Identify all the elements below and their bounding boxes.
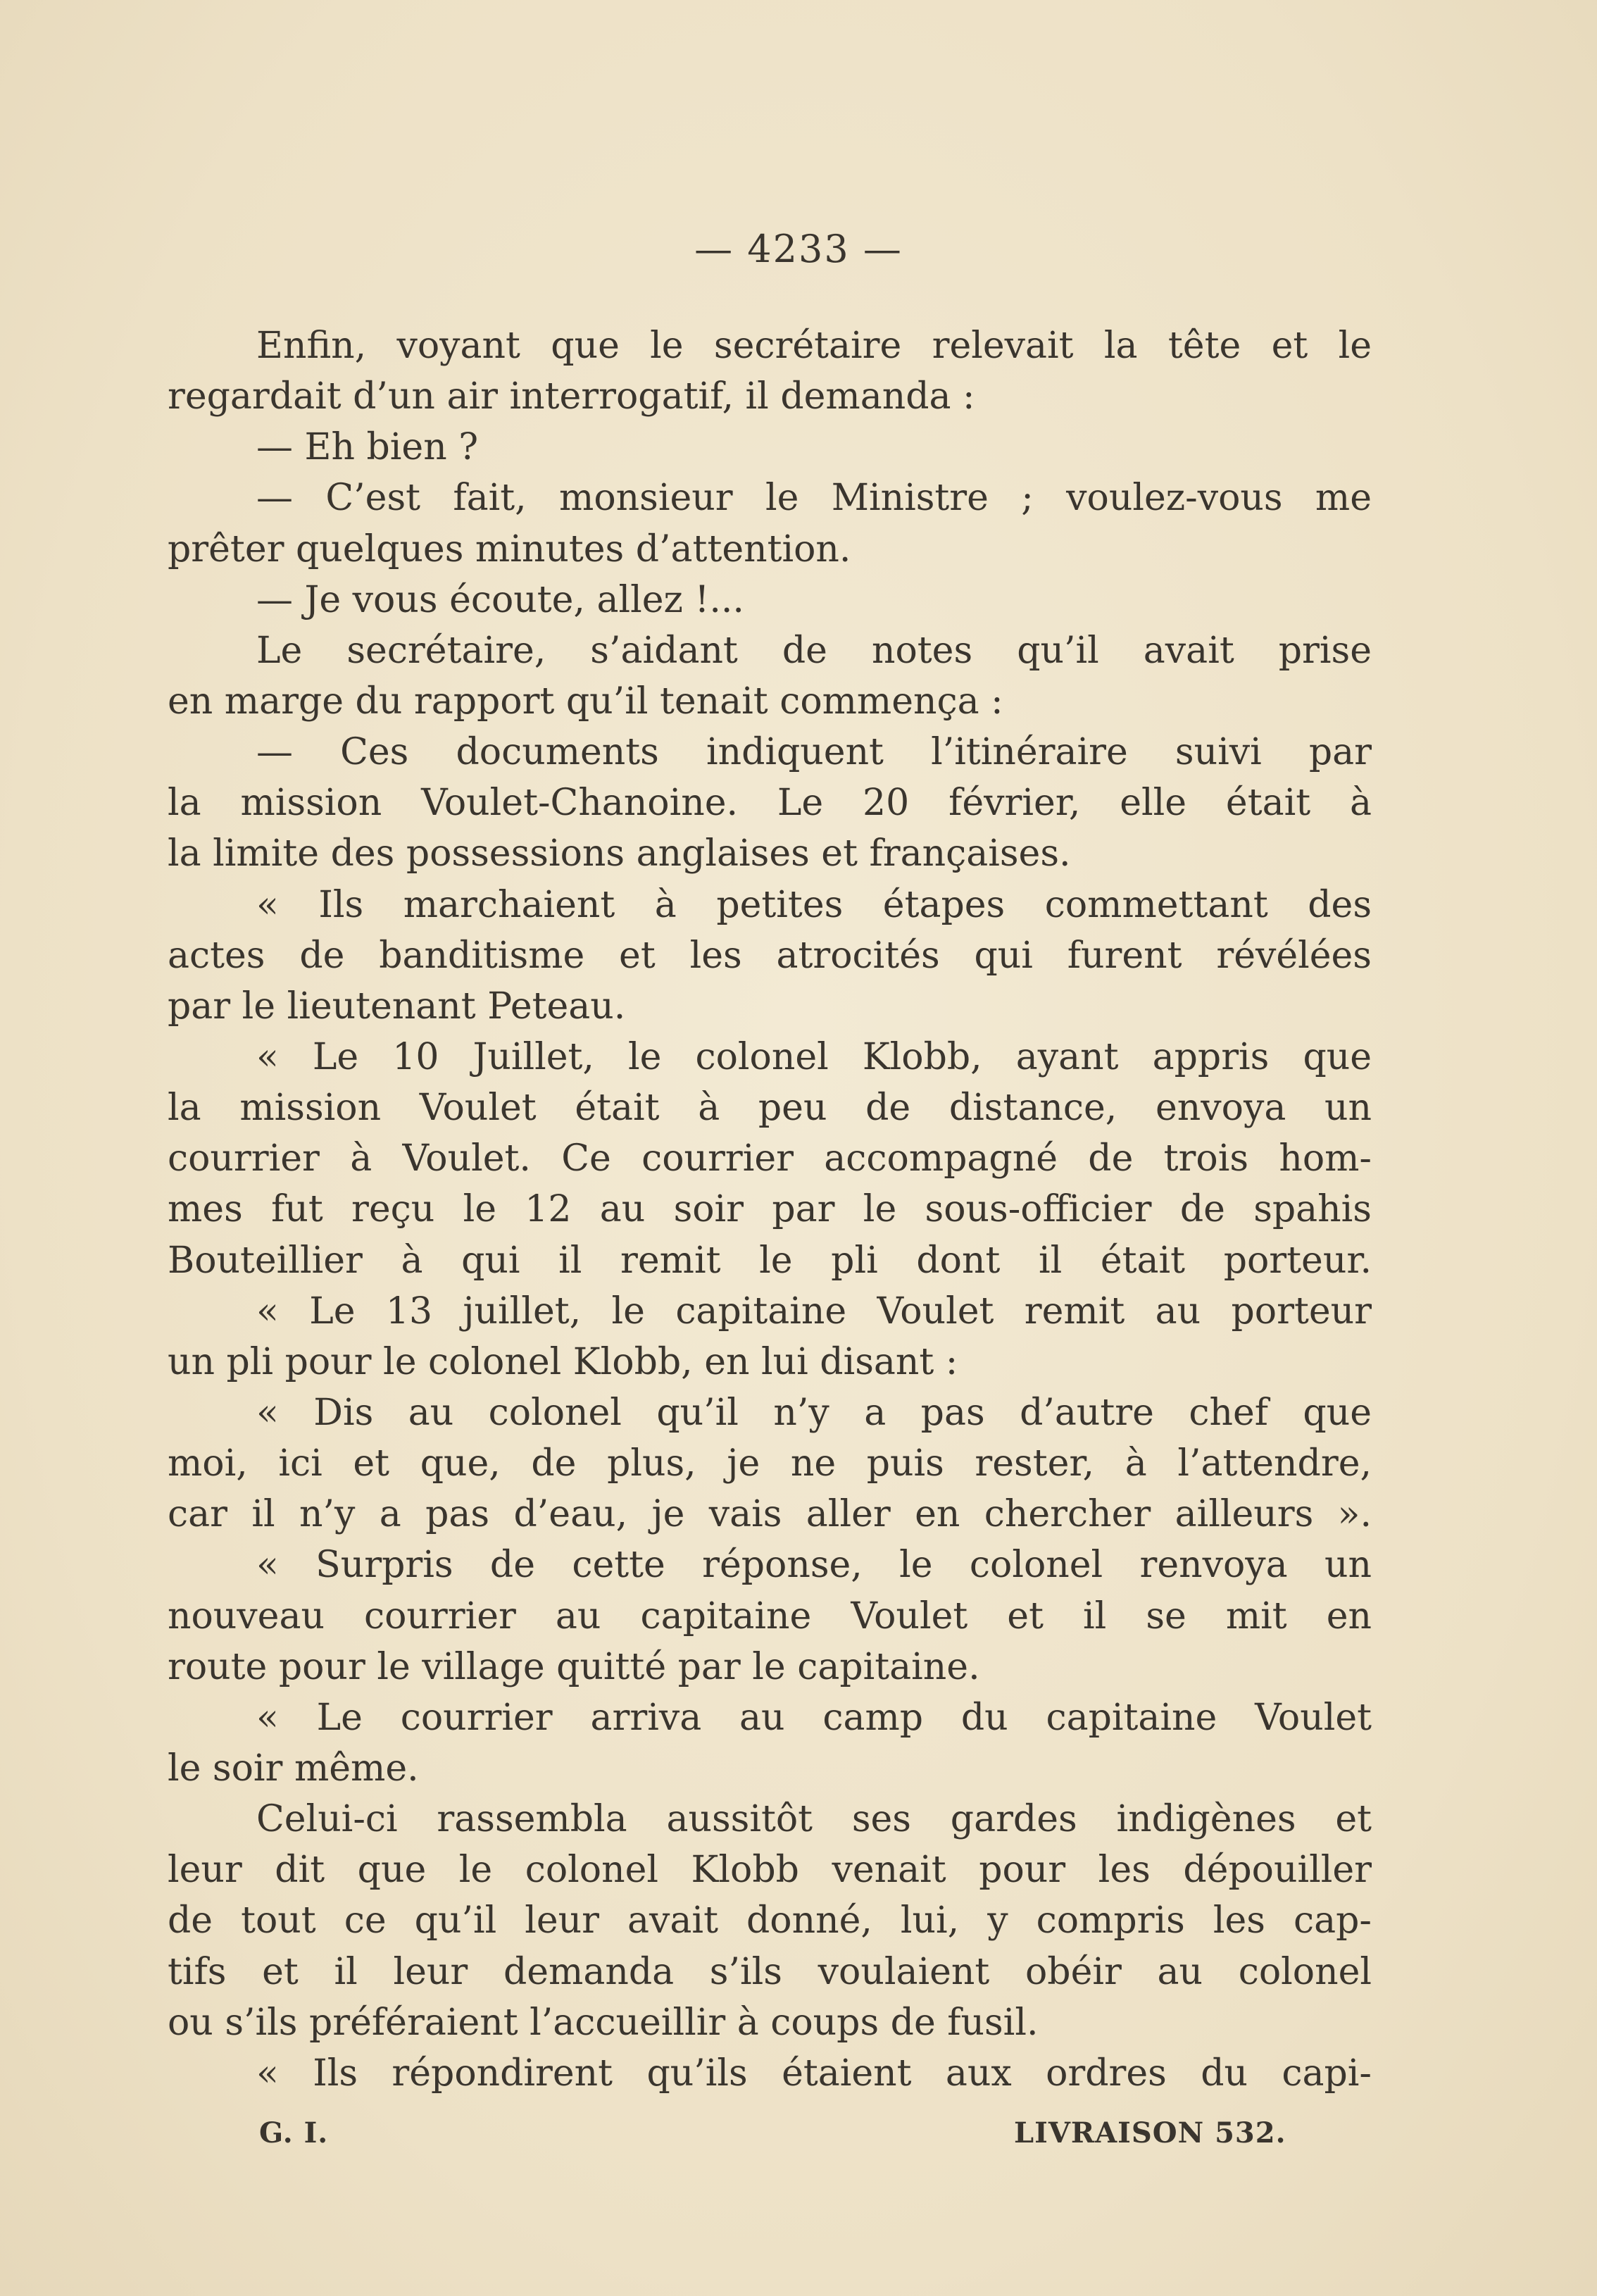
text-line: « Ils marchaient à petites étapes commettant des (256, 883, 1372, 926)
text-line: « Dis au colonel qu’il n’y a pas d’autre chef que (256, 1391, 1372, 1434)
page-number: — 4233 — (694, 227, 903, 271)
text-line: moi, ici et que, de plus, je ne puis rester, à l’attendre, (168, 1442, 1372, 1485)
text-line: Enfin, voyant que le secrétaire relevait la tête et le (256, 325, 1372, 367)
text-line: la mission Voulet était à peu de distance, envoya un (168, 1087, 1372, 1130)
text-line: — Eh bien ? (256, 426, 479, 469)
text-line: Bouteillier à qui il remit le pli dont il était porteur. (168, 1239, 1372, 1282)
text-line: actes de banditisme et les atrocités qui furent révélées (168, 934, 1372, 977)
text-line: le soir même. (168, 1747, 419, 1790)
text-line: — Ces documents indiquent l’itinéraire suivi par (256, 731, 1372, 774)
text-line: — Je vous écoute, allez !... (256, 578, 744, 621)
text-line: route pour le village quitté par le capitaine. (168, 1645, 980, 1688)
text-line: prêter quelques minutes d’attention. (168, 528, 851, 570)
text-line: leur dit que le colonel Klobb venait pour les dépouiller (168, 1849, 1372, 1892)
text-line: Celui-ci rassembla aussitôt ses gardes indigènes et (256, 1798, 1372, 1841)
text-line: en marge du rapport qu’il tenait commença : (168, 680, 1003, 723)
text-line: « Ils répondirent qu’ils étaient aux ordres du capi- (256, 2052, 1372, 2095)
text-line: car il n’y a pas d’eau, je vais aller en chercher ailleurs ». (168, 1493, 1372, 1536)
text-line: ou s’ils préféraient l’accueillir à coups de fusil. (168, 2001, 1039, 2044)
text-line: courrier à Voulet. Ce courrier accompagné de trois hom- (168, 1137, 1372, 1180)
text-line: « Le courrier arriva au camp du capitaine Voulet (256, 1696, 1372, 1739)
text-line: — C’est fait, monsieur le Ministre ; voulez-vous me (256, 477, 1372, 520)
text-line: la mission Voulet-Chanoine. Le 20 février, elle était à (168, 782, 1372, 825)
footer-signature-mark: G. I. (259, 2116, 329, 2150)
text-line: « Le 13 juillet, le capitaine Voulet remit au porteur (256, 1290, 1372, 1333)
body-text (168, 320, 1372, 2099)
text-line: « Surpris de cette réponse, le colonel renvoya un (256, 1544, 1372, 1587)
text-line: la limite des possessions anglaises et françaises. (168, 832, 1071, 875)
text-line: Le secrétaire, s’aidant de notes qu’il avait prise (256, 629, 1372, 672)
text-line: « Le 10 Juillet, le colonel Klobb, ayant appris que (256, 1035, 1372, 1078)
text-line: nouveau courrier au capitaine Voulet et il se mit en (168, 1595, 1372, 1637)
footer-livraison: LIVRAISON 532. (1014, 2116, 1286, 2150)
text-line: regardait d’un air interrogatif, il demanda : (168, 375, 975, 418)
text-line: un pli pour le colonel Klobb, en lui disant : (168, 1340, 958, 1383)
text-line: par le lieutenant Peteau. (168, 985, 626, 1028)
text-line: mes fut reçu le 12 au soir par le sous-officier de spahis (168, 1188, 1372, 1231)
text-line: tifs et il leur demanda s’ils voulaient obéir au colonel (168, 1950, 1372, 1993)
text-line: de tout ce qu’il leur avait donné, lui, y compris les cap- (168, 1899, 1372, 1942)
